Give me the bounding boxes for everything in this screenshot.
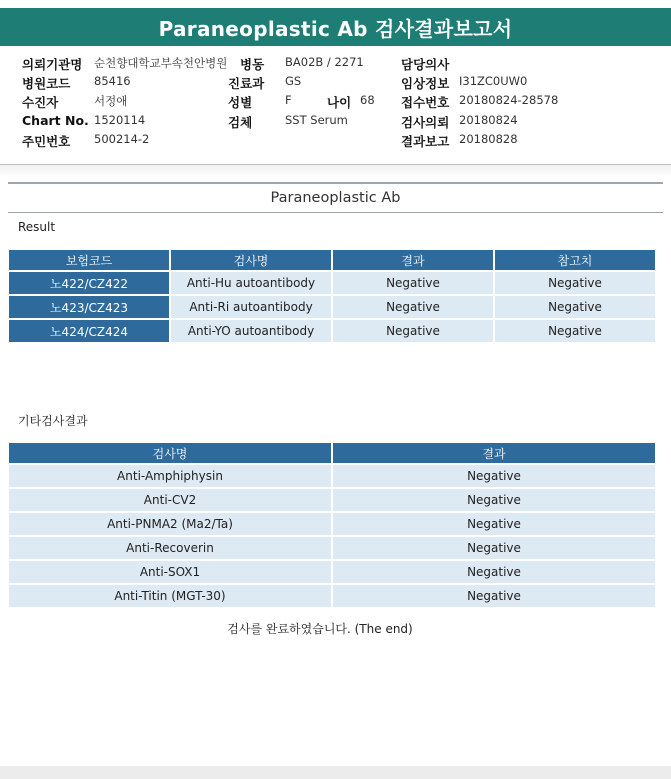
request-date-value: 20180824	[459, 113, 518, 127]
resident-no-value: 500214-2	[94, 132, 150, 146]
clinical-info-value: I31ZC0UW0	[459, 74, 528, 88]
test-name-cell: Anti-Amphiphysin	[9, 465, 331, 487]
test-name-cell: Anti-YO autoantibody	[171, 320, 331, 342]
footer-band	[0, 766, 671, 779]
doctor-label: 담당의사	[401, 57, 450, 72]
result-cell: Negative	[333, 272, 493, 294]
info-row-hospital-code	[22, 74, 662, 92]
result-label: Result	[18, 220, 56, 234]
result-cell: Negative	[333, 320, 493, 342]
info-row-institution	[22, 55, 662, 73]
test-name-cell: Anti-SOX1	[9, 561, 331, 583]
insurance-code-cell: 노422/CZ422	[9, 272, 169, 294]
hospital-code-label: 병원코드	[22, 76, 71, 91]
resident-no-label: 주민번호	[22, 134, 71, 149]
test-name-cell: Anti-Recoverin	[9, 537, 331, 559]
test-name-cell: Anti-Hu autoantibody	[171, 272, 331, 294]
result-table	[7, 248, 657, 344]
header-result: 결과	[333, 443, 655, 463]
info-row-resident	[22, 132, 662, 150]
receipt-no-label: 접수번호	[401, 95, 450, 110]
result-cell: Negative	[333, 585, 655, 607]
result-cell: Negative	[333, 561, 655, 583]
table-row	[9, 513, 655, 535]
table-row	[9, 561, 655, 583]
table-row	[9, 465, 655, 487]
dept-value: GS	[285, 74, 302, 88]
header-result: 결과	[333, 250, 493, 270]
table-row	[9, 585, 655, 607]
test-name-cell: Anti-Ri autoantibody	[171, 296, 331, 318]
sex-label: 성별	[228, 95, 253, 110]
header-reference: 참고치	[495, 250, 655, 270]
other-tests-label: 기타검사결과	[18, 414, 88, 428]
insurance-code-cell: 노423/CZ423	[9, 296, 169, 318]
reference-cell: Negative	[495, 296, 655, 318]
institution-value: 순천향대학교부속천안병원	[94, 56, 228, 70]
result-cell: Negative	[333, 537, 655, 559]
patient-value: 서정애	[94, 94, 128, 108]
header-shadow	[0, 165, 671, 177]
test-name-cell: Anti-CV2	[9, 489, 331, 511]
chart-no-value: 1520114	[94, 113, 146, 127]
age-value: 68	[360, 93, 375, 107]
sex-value: F	[285, 93, 292, 107]
header-test-name: 검사명	[9, 443, 331, 463]
info-row-patient	[22, 93, 662, 111]
table-row	[9, 489, 655, 511]
hospital-code-value: 85416	[94, 74, 131, 88]
report-date-label: 결과보고	[401, 134, 450, 149]
specimen-value: SST Serum	[285, 113, 348, 127]
receipt-no-value: 20180824-28578	[459, 93, 559, 107]
table-row	[9, 296, 655, 318]
ward-label: 병동	[240, 57, 265, 72]
info-row-chart	[22, 113, 662, 131]
end-note: 검사를 완료하였습니다. (The end)	[227, 622, 413, 636]
ward-value: BA02B / 2271	[285, 55, 364, 69]
report-title: Paraneoplastic Ab 검사결과보고서	[0, 8, 671, 46]
chart-no-label: Chart No.	[22, 113, 89, 128]
age-label: 나이	[327, 95, 352, 110]
header-test-name: 검사명	[171, 250, 331, 270]
test-name-cell: Anti-PNMA2 (Ma2/Ta)	[9, 513, 331, 535]
header-insurance-code: 보험코드	[9, 250, 169, 270]
request-date-label: 검사의뢰	[401, 115, 450, 130]
insurance-code-cell: 노424/CZ424	[9, 320, 169, 342]
section-title: Paraneoplastic Ab	[8, 182, 663, 213]
institution-label: 의뢰기관명	[22, 57, 83, 72]
reference-cell: Negative	[495, 272, 655, 294]
dept-label: 진료과	[228, 76, 265, 91]
specimen-label: 검체	[228, 115, 253, 130]
other-tests-table	[7, 441, 657, 609]
patient-label: 수진자	[22, 95, 59, 110]
result-cell: Negative	[333, 296, 493, 318]
table-row	[9, 537, 655, 559]
clinical-info-label: 임상정보	[401, 76, 450, 91]
table-row	[9, 272, 655, 294]
test-name-cell: Anti-Titin (MGT-30)	[9, 585, 331, 607]
result-cell: Negative	[333, 489, 655, 511]
other-table-header-row	[9, 443, 655, 463]
result-cell: Negative	[333, 513, 655, 535]
result-table-header-row	[9, 250, 655, 270]
result-cell: Negative	[333, 465, 655, 487]
reference-cell: Negative	[495, 320, 655, 342]
table-row	[9, 320, 655, 342]
report-date-value: 20180828	[459, 132, 518, 146]
